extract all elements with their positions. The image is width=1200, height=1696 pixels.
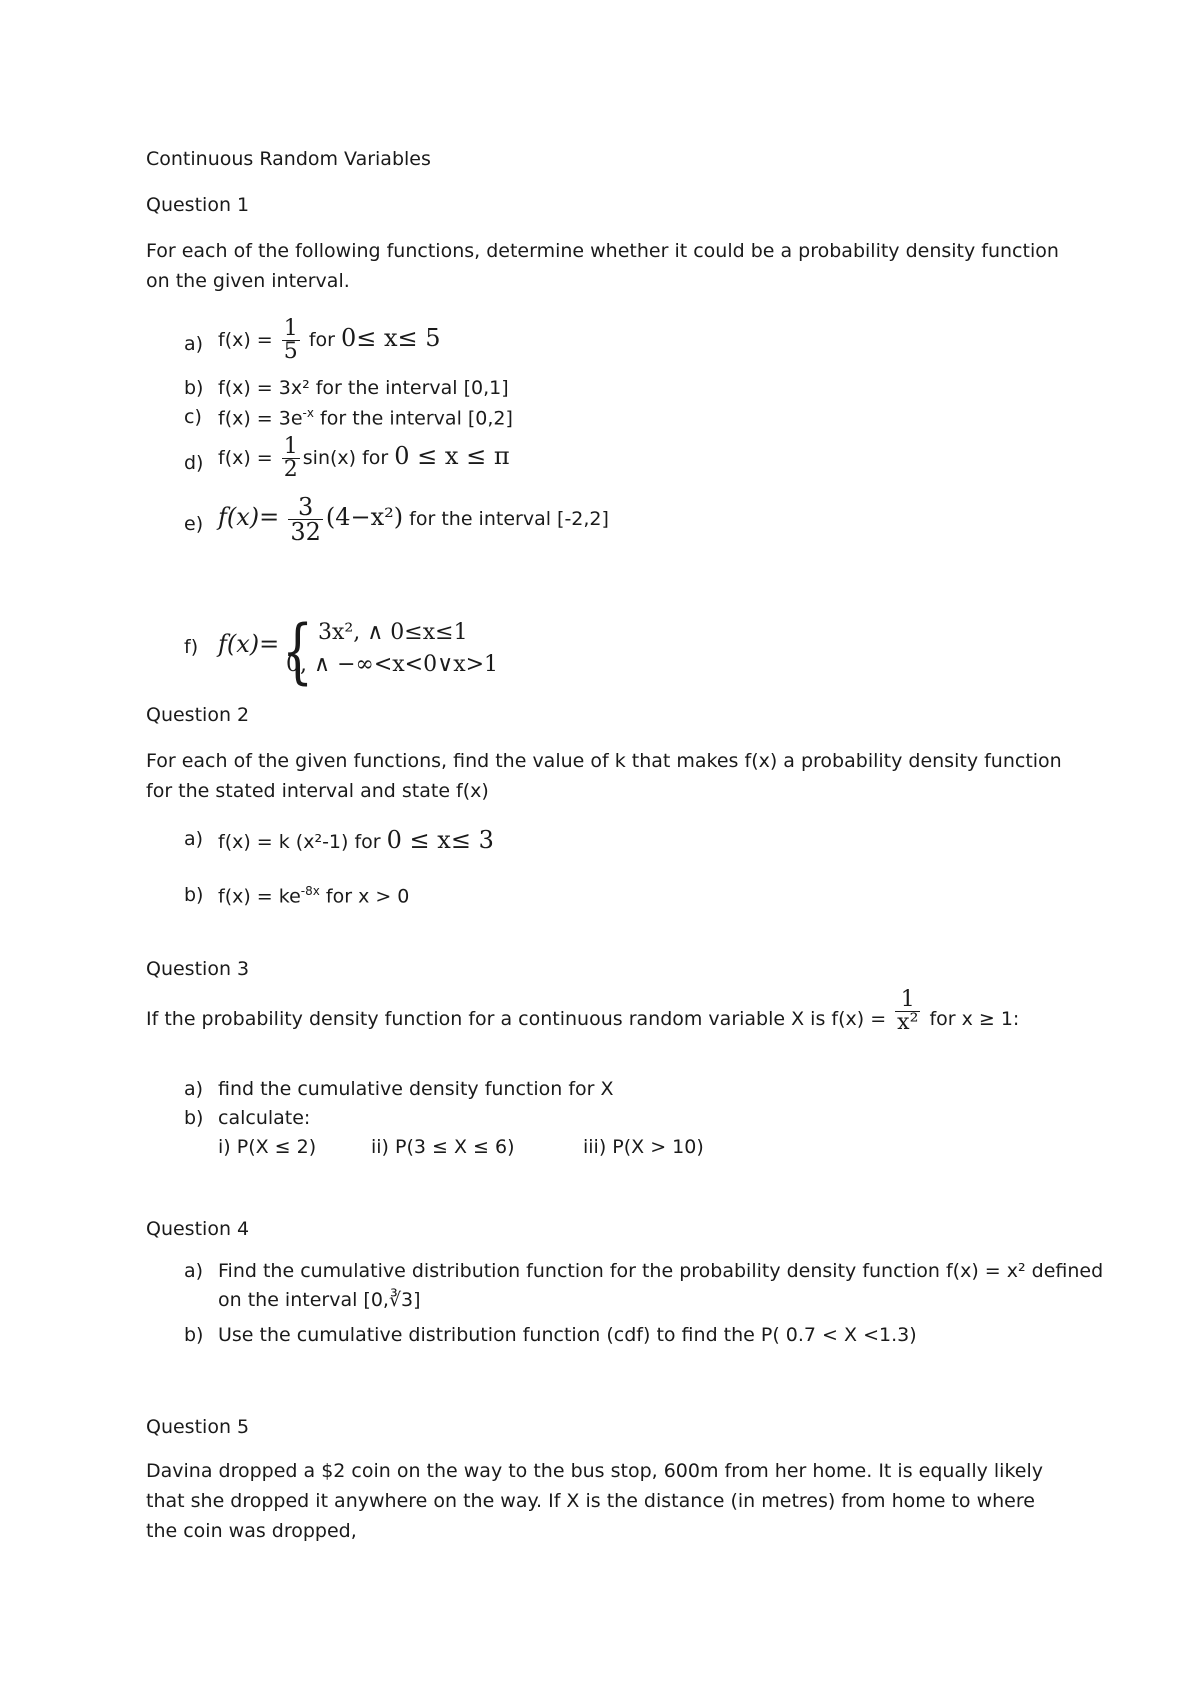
fraction: $\frac{1}{\text{x²}}$	[897, 987, 919, 1035]
f-lhs: f(x) =	[218, 329, 273, 351]
question-1-heading: Question 1	[146, 194, 250, 216]
question-5-text: Davina dropped a $2 coin on the way to the bus stop, 600m from her home. It is equally likely that she dropped it anywhere on the way. If X is the distance (in metres) from home to where the coin was dropped,	[146, 1460, 1043, 1542]
exponent: -x	[302, 406, 314, 420]
item-label: b)	[184, 1324, 204, 1346]
question-2-intro: For each of the given functions, find the value of k that makes f(x) a probability density function for the stated interval and state f(x)	[146, 750, 1062, 802]
item-label: e)	[184, 513, 204, 535]
exponent: -8x	[300, 884, 320, 898]
question-4-heading: Question 4	[146, 1218, 250, 1240]
piecewise-brace: {	[282, 610, 314, 692]
question-5-heading: Question 5	[146, 1416, 250, 1438]
question-3-heading: Question 3	[146, 958, 250, 980]
item-label: a)	[184, 1078, 204, 1100]
item-label: a)	[184, 1260, 204, 1282]
fraction: $\frac{1}{2}$	[283, 434, 298, 482]
question-3-intro-line: If the probability density function for a continuous random variable X is f(x) = $\frac{1}{\text{x²}}$ for x ≥ 1:	[146, 987, 1020, 1035]
piecewise-case-1: 3x², ∧ 0≤x≤1	[318, 620, 468, 645]
question-2-heading: Question 2	[146, 704, 250, 726]
q3-part-ii: ii) P(3 ≤ X ≤ 6)	[371, 1136, 515, 1158]
interval-condition: 0≤ x≤ 5	[340, 324, 441, 352]
item-label: b)	[184, 884, 204, 906]
item-label: f)	[184, 636, 199, 658]
item-label: a)	[184, 828, 204, 850]
item-label: c)	[184, 406, 202, 428]
item-label: b)	[184, 377, 204, 399]
q3-part-i: i) P(X ≤ 2)	[218, 1136, 317, 1158]
question-1-intro: For each of the following functions, determine whether it could be a probability density function on the given interval.	[146, 240, 1059, 292]
interval-condition: 0 ≤ x≤ 3	[386, 826, 494, 854]
document-title: Continuous Random Variables	[146, 148, 431, 170]
item-label: d)	[184, 452, 204, 474]
fraction: $\frac{1}{5}$	[283, 316, 298, 364]
item-label: b)	[184, 1107, 204, 1129]
fraction: $\frac{3}{32}$	[290, 493, 321, 546]
piecewise-case-2: 0, ∧ −∞<x<0∨x>1	[286, 652, 499, 677]
interval-condition: 0 ≤ x ≤ π	[394, 442, 510, 470]
f-lhs: f(x)=	[218, 630, 280, 658]
q3-part-iii: iii) P(X > 10)	[583, 1136, 704, 1158]
item-label: a)	[184, 333, 204, 355]
